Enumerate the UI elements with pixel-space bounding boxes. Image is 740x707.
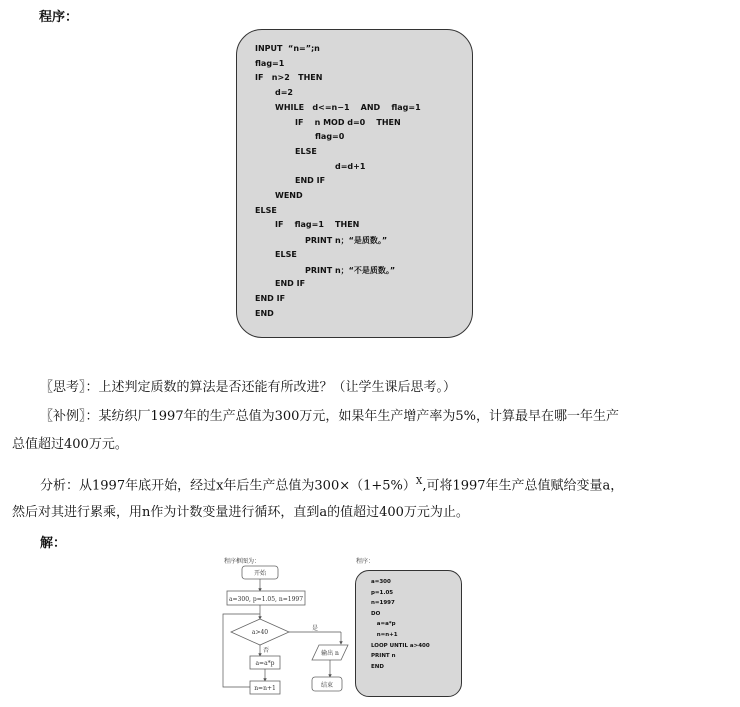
flowchart-init-label: a=300, p=1.05, n=1997 — [228, 596, 304, 603]
code-line: ELSE — [255, 205, 277, 215]
example-paragraph-line2: 总值超过400万元。 — [12, 437, 128, 452]
flowchart-no-label: 否 — [262, 647, 270, 654]
flowchart-decision-label: a>40 — [251, 629, 269, 636]
flowchart-increment-label: n=n+1 — [254, 685, 276, 692]
code-line: END — [371, 663, 384, 670]
flowchart — [215, 560, 350, 700]
code-line: END IF — [255, 293, 286, 303]
flowchart-output-label: 输出 n — [321, 650, 339, 657]
code-line: LOOP UNTIL a>400 — [371, 642, 430, 649]
code-line: DO — [371, 610, 381, 617]
code-line: END IF — [275, 279, 306, 289]
code-line: WEND — [275, 191, 303, 200]
flowchart-start-label: 开始 — [253, 570, 267, 577]
example-paragraph-line1: 〖补例〗：某纺织厂1997年的生产总值为300万元，如果年生产增产率为5%，计算最早在哪一年生产 — [40, 409, 620, 424]
code-line: INPUT “n=”;n — [255, 44, 320, 53]
code-line: IF n MOD d=0 THEN — [295, 117, 401, 127]
flowchart-end-label: 结束 — [320, 682, 334, 689]
code-line: END — [255, 308, 274, 318]
code-line: WHILE d<=n−1 AND flag=1 — [275, 102, 421, 112]
code-block-loop — [355, 570, 462, 697]
code-line: IF n>2 THEN — [255, 73, 323, 83]
think-paragraph: 〖思考〗：上述判定质数的算法是否还能有所改进？（让学生课后思考。） — [40, 380, 457, 395]
flowchart-title: 程序框图为： — [224, 558, 261, 565]
code-line: ELSE — [295, 146, 317, 156]
code-line: ELSE — [275, 249, 297, 259]
code-block-prime — [236, 29, 473, 338]
program2-title: 程序： — [356, 558, 375, 565]
code-line: PRINT n；“不是质数。” — [305, 265, 396, 275]
flowchart-multiply-label: a=a*p — [255, 660, 275, 667]
code-line: d=2 — [275, 88, 293, 98]
code-line: PRINT n；“是质数。” — [305, 236, 388, 246]
code-line: IF flag=1 THEN — [275, 220, 360, 230]
code-line: flag=0 — [315, 132, 345, 142]
code-line: a=a*p — [371, 621, 396, 628]
code-line: PRINT n — [371, 653, 396, 660]
program-heading: 程序： — [39, 10, 79, 25]
code-line: n=n+1 — [371, 632, 398, 638]
code-line: END IF — [295, 176, 326, 186]
analysis-text-a: 分析：从1997年底开始，经过x年后生产总值为300×（1+5%） — [40, 478, 416, 494]
analysis-paragraph-line1 — [40, 474, 623, 494]
code-line: flag=1 — [255, 58, 285, 68]
analysis-text-b: ,可将1997年生产总值赋给变量a， — [422, 478, 624, 494]
flowchart-yes-label: 是 — [311, 625, 319, 632]
analysis-paragraph-line2: 然后对其进行累乘，用n作为计数变量进行循环，直到a的值超过400万元为止。 — [12, 505, 469, 520]
code-line: n=1997 — [371, 600, 395, 607]
solution-label: 解： — [40, 536, 67, 551]
code-line: p=1.05 — [371, 589, 394, 596]
code-line: a=300 — [371, 579, 391, 585]
code-line: d=d+1 — [335, 161, 366, 171]
analysis-exponent: X — [415, 477, 423, 487]
